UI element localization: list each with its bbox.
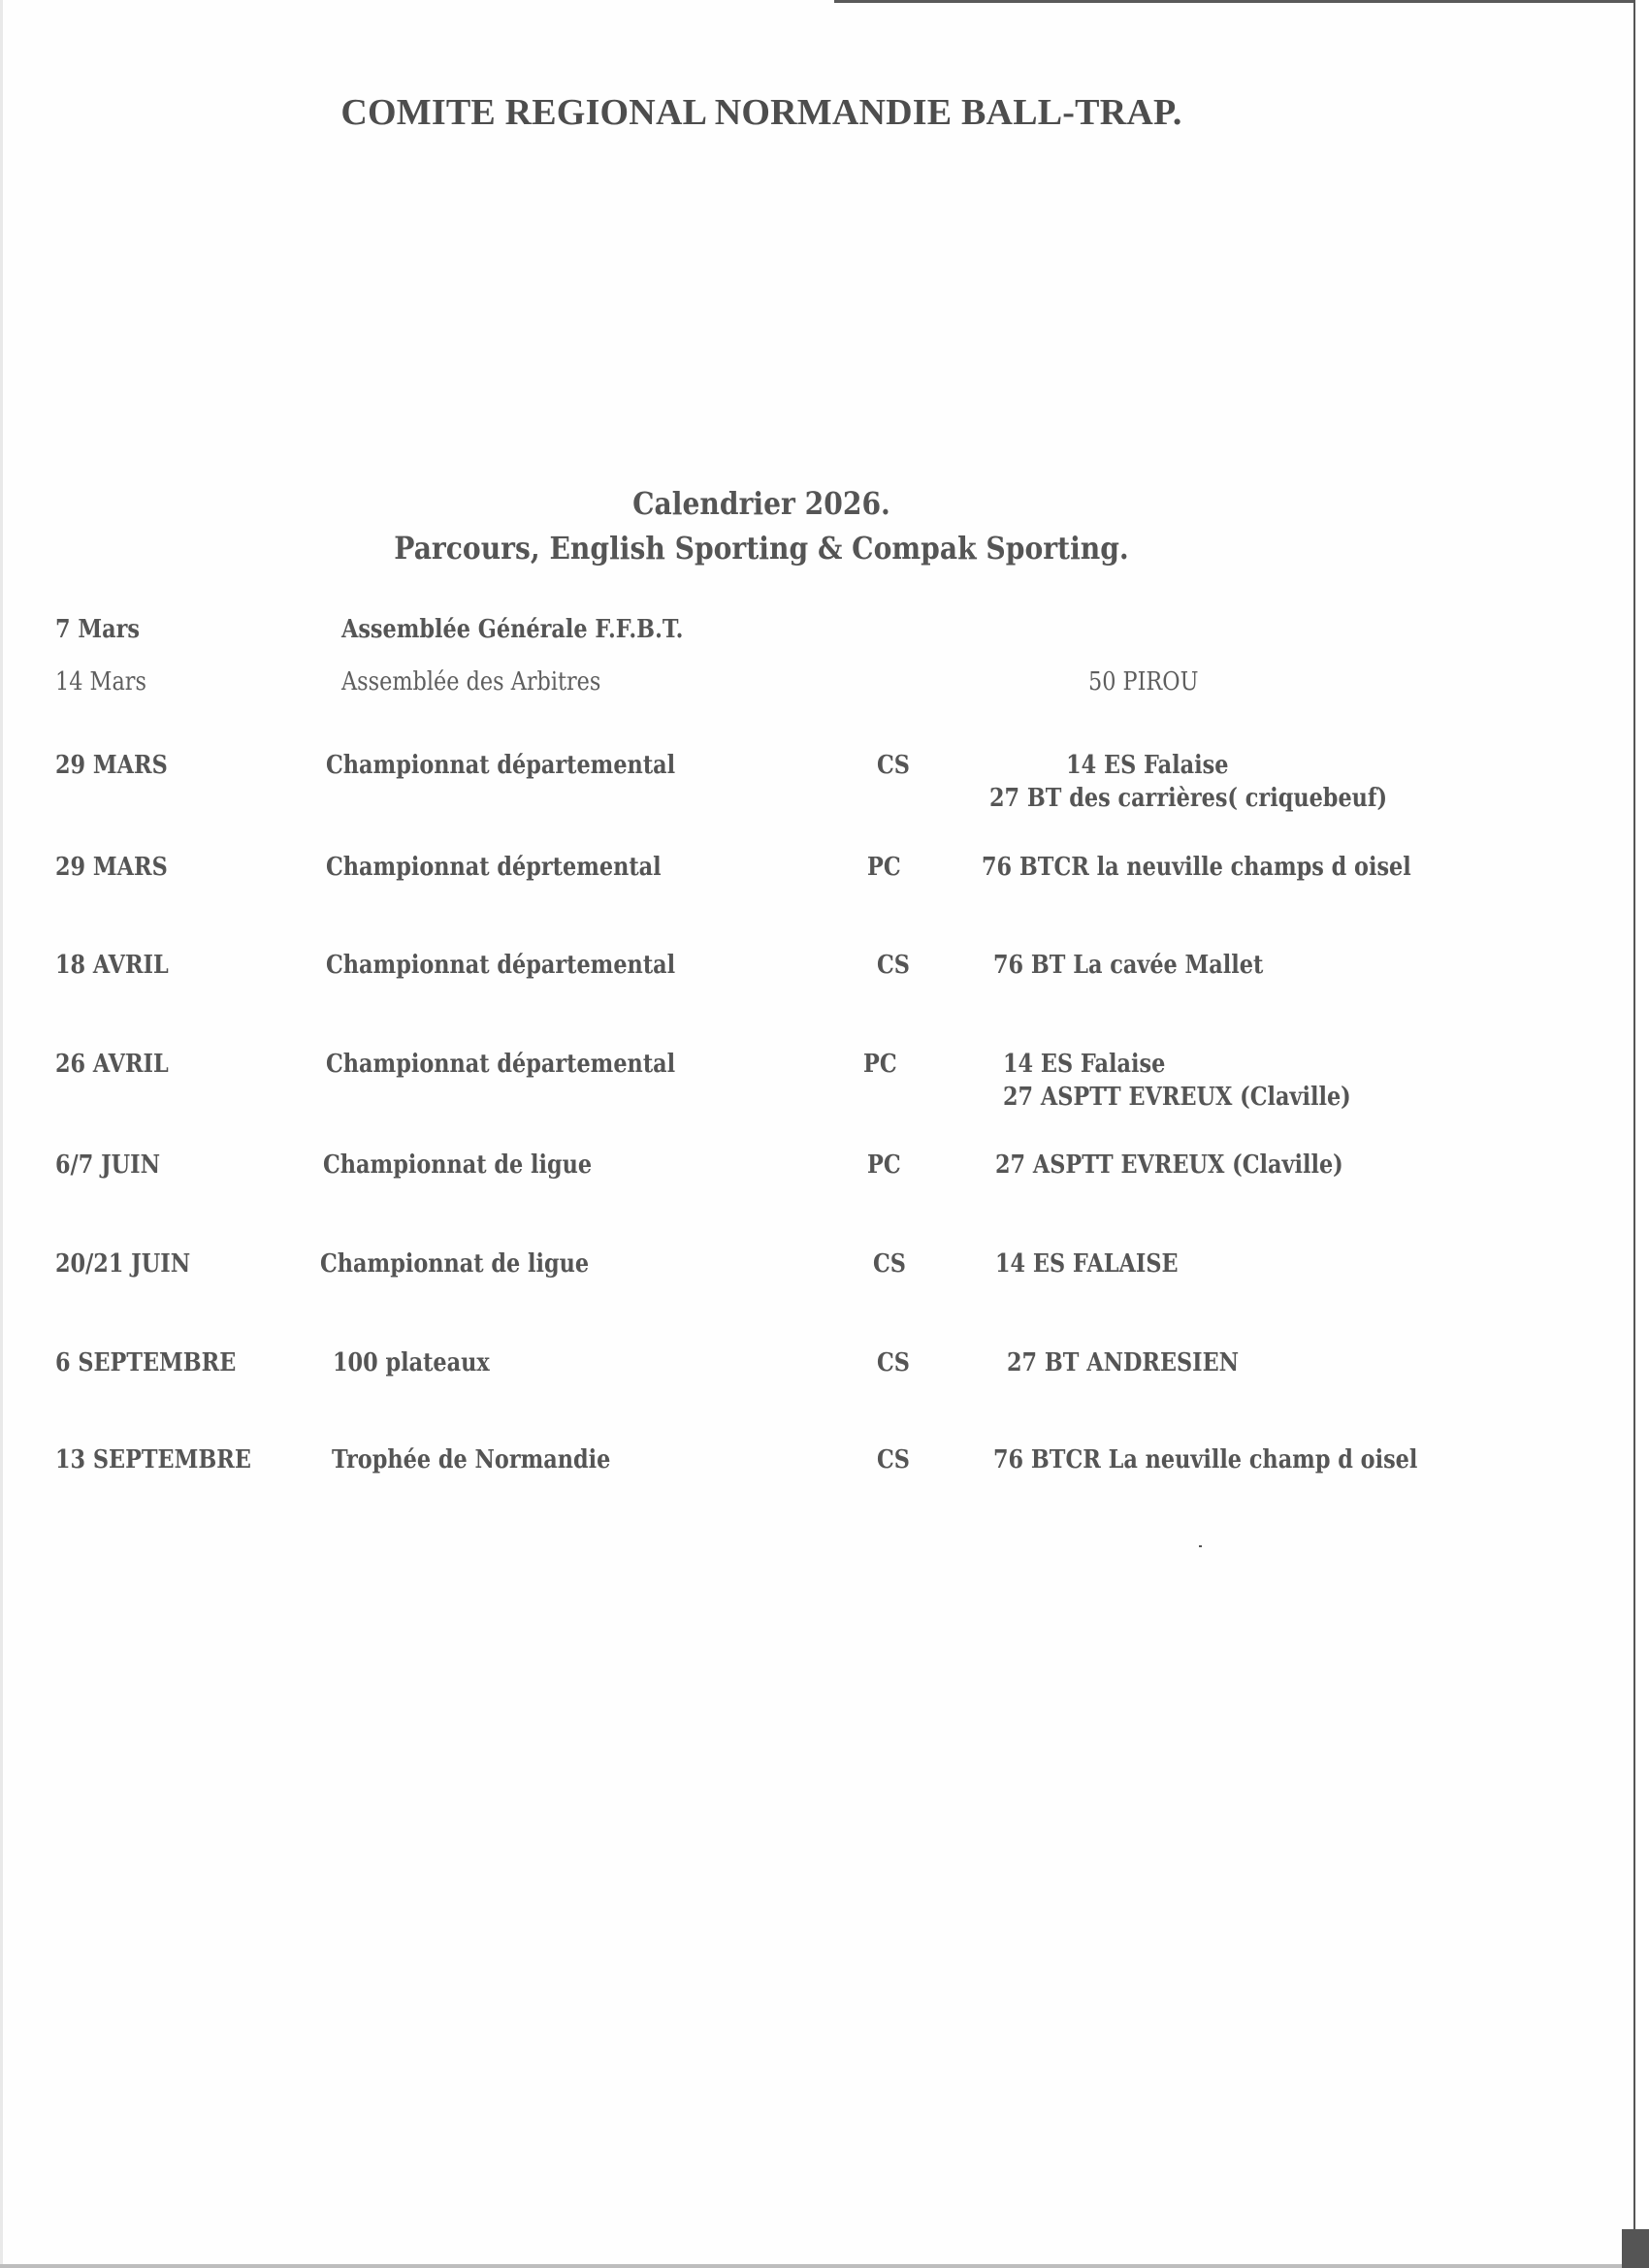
event-discipline: CS xyxy=(873,1249,906,1279)
venue-line: 27 BT ANDRESIEN xyxy=(1007,1348,1240,1377)
calendar-title: Calendrier 2026. xyxy=(632,485,890,522)
event-date: 20/21 JUIN xyxy=(55,1249,191,1279)
event-name: Championnat départemental xyxy=(326,951,676,980)
venue-line: 76 BTCR la neuville champs d oisel xyxy=(982,853,1411,882)
event-venue xyxy=(995,1149,1343,1182)
scan-edge-right xyxy=(1633,0,1649,2268)
event-discipline: PC xyxy=(867,853,901,882)
event-venue xyxy=(1003,1048,1351,1114)
calendar-subtitle: Parcours, English Sporting & Compak Sporting. xyxy=(394,530,1129,567)
event-name: Assemblée Générale F.F.B.T. xyxy=(341,615,684,644)
event-name: 100 plateaux xyxy=(333,1348,490,1377)
event-date: 7 Mars xyxy=(55,615,140,644)
event-venue xyxy=(1088,665,1198,698)
event-name: Trophée de Normandie xyxy=(332,1445,611,1474)
organization-title: COMITE REGIONAL NORMANDIE BALL-TRAP. xyxy=(340,92,1182,133)
event-name: Assemblée des Arbitres xyxy=(341,667,601,697)
event-venue xyxy=(1007,1346,1239,1379)
event-name: Championnat de ligue xyxy=(320,1249,590,1279)
event-name: Championnat de ligue xyxy=(323,1150,593,1180)
venue-line: 76 BTCR La neuville champ d oisel xyxy=(993,1445,1418,1474)
event-date: 26 AVRIL xyxy=(55,1050,169,1079)
venue-line: 27 BT des carrières( criquebeuf) xyxy=(989,784,1388,813)
event-date: 29 MARS xyxy=(55,853,168,882)
event-venue xyxy=(989,749,1387,815)
event-date: 18 AVRIL xyxy=(55,951,169,980)
event-date: 29 MARS xyxy=(55,751,168,780)
event-discipline: CS xyxy=(877,1348,910,1377)
scan-speck xyxy=(1199,1545,1202,1547)
event-discipline: PC xyxy=(863,1050,897,1079)
venue-line: 14 ES FALAISE xyxy=(995,1249,1179,1279)
scan-edge-corner xyxy=(1622,2229,1649,2268)
venue-line: 76 BT La cavée Mallet xyxy=(993,951,1264,980)
calendar-heading xyxy=(91,481,1432,570)
scan-edge-top xyxy=(834,0,1649,3)
event-name: Championnat déprtemental xyxy=(326,853,662,882)
event-name: Championnat départemental xyxy=(326,751,676,780)
venue-line: 50 PIROU xyxy=(1088,667,1199,697)
event-date: 14 Mars xyxy=(55,667,146,697)
event-discipline: PC xyxy=(867,1150,901,1180)
event-venue xyxy=(995,1247,1179,1280)
event-date: 6 SEPTEMBRE xyxy=(55,1348,237,1377)
event-venue xyxy=(982,851,1411,884)
event-date: 6/7 JUIN xyxy=(55,1150,161,1180)
venue-line: 27 ASPTT EVREUX (Claville) xyxy=(1003,1083,1351,1112)
scan-edge-bottom xyxy=(0,2264,1622,2268)
event-venue xyxy=(993,1443,1417,1476)
event-date: 13 SEPTEMBRE xyxy=(55,1445,251,1474)
event-discipline: CS xyxy=(877,751,910,780)
venue-line: 14 ES Falaise xyxy=(1003,1050,1166,1079)
event-discipline: CS xyxy=(877,951,910,980)
event-name: Championnat départemental xyxy=(326,1050,676,1079)
scan-edge-left xyxy=(0,0,3,2268)
event-venue xyxy=(993,949,1263,982)
venue-line: 27 ASPTT EVREUX (Claville) xyxy=(995,1150,1343,1180)
venue-line: 14 ES Falaise xyxy=(1066,751,1229,780)
event-discipline: CS xyxy=(877,1445,910,1474)
